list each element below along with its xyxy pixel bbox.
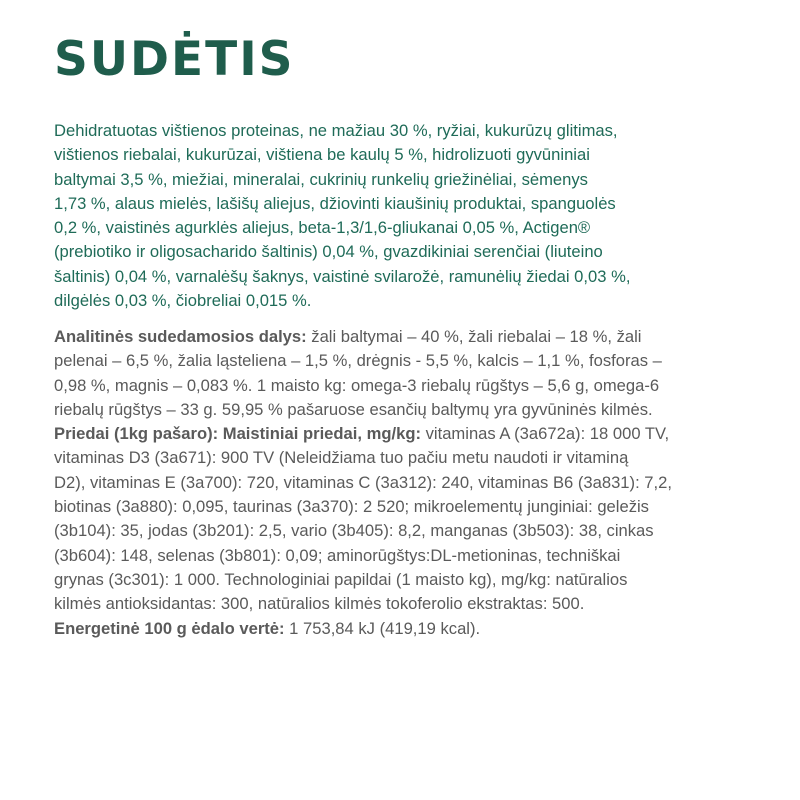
additives-line: vitaminas D3 (3a671): 900 TV (Neleidžiama tuo pačiu metu naudoti ir vitaminą bbox=[54, 448, 629, 468]
ingredients-line: 1,73 %, alaus mielės, lašišų aliejus, džiovinti kiaušinių produktai, spanguolės bbox=[54, 193, 616, 213]
ingredients-line: 0,2 %, vaistinės agurklės aliejus, beta-1,3/1,6-gliukanai 0,05 %, Actigen® bbox=[54, 218, 591, 238]
additives-line: (3b604): 148, selenas (3b801): 0,09; aminorūgštys:DL-metioninas, techniškai bbox=[54, 545, 621, 565]
analytical-line: riebalų rūgštys – 33 g. 59,95 % pašaruose esančių baltymų yra gyvūninės kilmės. bbox=[54, 399, 653, 419]
analytical-line: pelenai – 6,5 %, žalia ląsteliena – 1,5 %, drėgnis - 5,5 %, kalcis – 1,1 %, fosforas – bbox=[54, 351, 662, 371]
additives-line bbox=[54, 422, 759, 446]
energy-line bbox=[54, 617, 759, 641]
additives-text: vitaminas A (3a672a): 18 000 TV, bbox=[421, 424, 670, 444]
additives-line: D2), vitaminas E (3a700): 720, vitaminas C (3a312): 240, vitaminas B6 (3a831): 7,2, bbox=[54, 472, 672, 492]
analytical-line bbox=[54, 325, 759, 349]
analytical-label: Analitinės sudedamosios dalys: bbox=[54, 327, 307, 346]
energy-value: 1 753,84 kJ (419,19 kcal). bbox=[284, 618, 481, 638]
ingredients-line: šaltinis) 0,04 %, varnalėšų šaknys, vaistinė svilarožė, ramunėlių žiedai 0,03 %, bbox=[54, 266, 631, 286]
additives-line: kilmės antioksidantas: 300, natūralios kilmės tokoferolio ekstraktas: 500. bbox=[54, 594, 585, 614]
nutrition-details bbox=[54, 325, 759, 641]
additives-line: biotinas (3a880): 0,095, taurinas (3a370): 2 520; mikroelementų junginiai: geležis bbox=[54, 497, 649, 517]
energy-label: Energetinė 100 g ėdalo vertė: bbox=[54, 618, 285, 638]
analytical-line: 0,98 %, magnis – 0,083 %. 1 maisto kg: omega-3 riebalų rūgštys – 5,6 g, omega-6 bbox=[54, 375, 660, 395]
ingredients-line: baltymai 3,5 %, miežiai, mineralai, cukrinių runkelių griežinėliai, sėmenys bbox=[54, 169, 588, 189]
additives-line: (3b104): 35, jodas (3b201): 2,5, vario (3b405): 8,2, manganas (3b503): 38, cinkas bbox=[54, 521, 654, 541]
ingredients-line: (prebiotiko ir oligosacharido šaltinis) 0,04 %, gvazdikiniai serenčiai (liuteino bbox=[54, 242, 603, 262]
additives-label: Priedai (1kg pašaro): Maistiniai priedai, mg/kg: bbox=[54, 424, 421, 444]
ingredients-paragraph bbox=[54, 119, 759, 313]
page-title: SUDĖTIS bbox=[54, 32, 295, 87]
ingredients-line: dilgėlės 0,03 %, čiobreliai 0,015 %. bbox=[54, 291, 312, 311]
ingredients-line: Dehidratuotas vištienos proteinas, ne mažiau 30 %, ryžiai, kukurūzų glitimas, bbox=[54, 121, 618, 140]
additives-line: grynas (3c301): 1 000. Technologiniai papildai (1 maisto kg), mg/kg: natūralios bbox=[54, 569, 628, 589]
analytical-text: žali baltymai – 40 %, žali riebalai – 18 %, žali bbox=[306, 327, 642, 346]
ingredients-line: vištienos riebalai, kukurūzai, vištiena be kaulų 5 %, hidrolizuoti gyvūniniai bbox=[54, 145, 590, 165]
